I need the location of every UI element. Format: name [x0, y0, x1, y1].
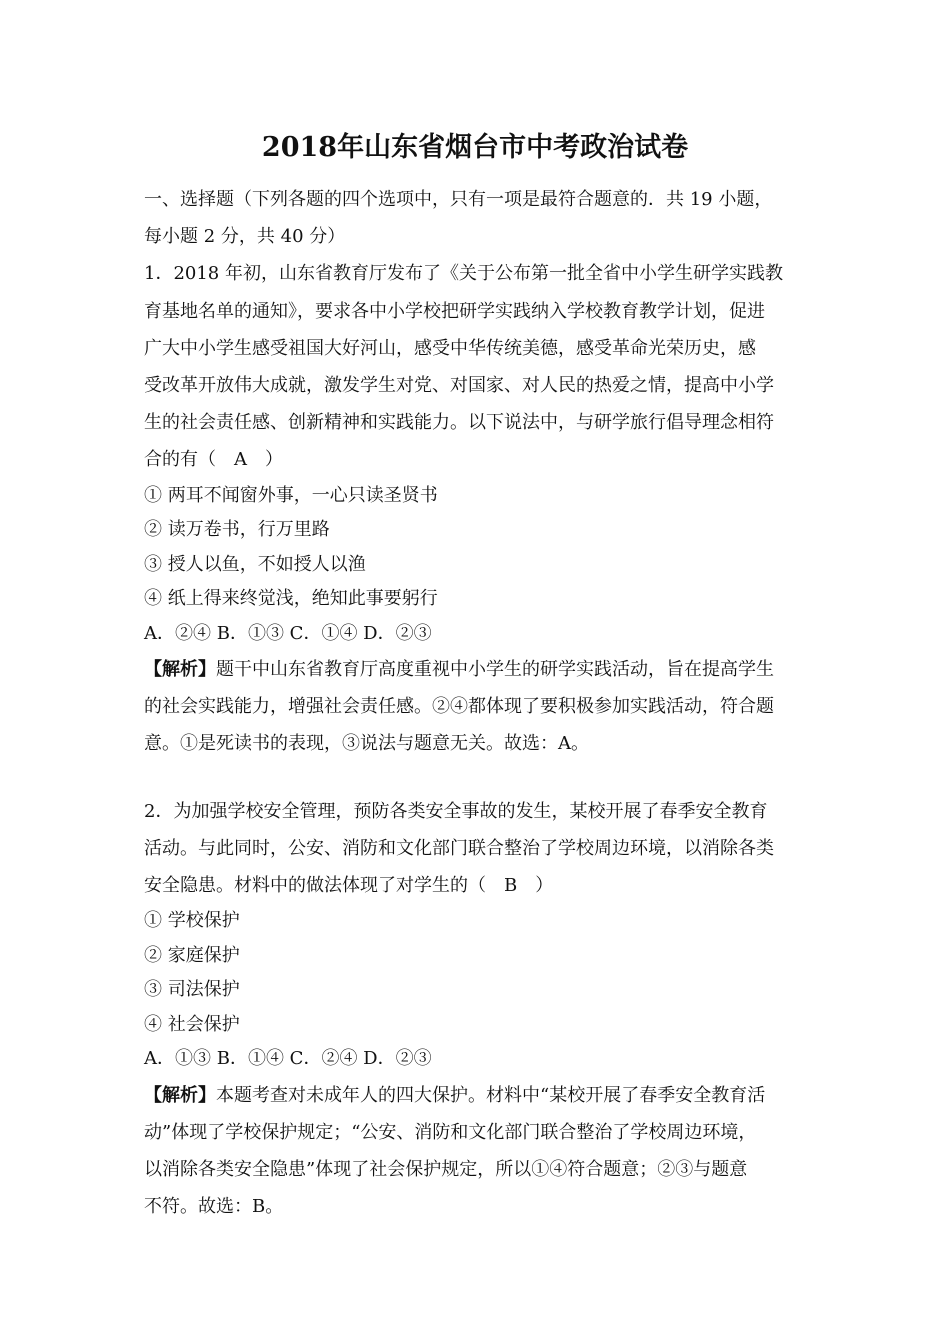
section-header: 一、选择题（下列各题的四个选项中，只有一项是最符合题意的．共 19 小题， — [144, 189, 773, 210]
question-stem-line: 2．为加强学校安全管理，预防各类安全事故的发生，某校开展了春季安全教育 — [144, 800, 768, 822]
analysis-line: 意。①是死读书的表现，③说法与题意无关。故选：A。 — [144, 733, 589, 755]
section-header-cont: 每小题 2 分，共 40 分） — [144, 226, 346, 248]
question-stem-line: 安全隐患。材料中的做法体现了对学生的（ B ） — [144, 874, 554, 896]
statement-item: ③ 司法保护 — [144, 979, 240, 1001]
analysis-tag: 【解析】 — [144, 659, 216, 680]
question-stem-line: 广大中小学生感受祖国大好河山，感受中华传统美德，感受革命光荣历史，感 — [144, 337, 756, 359]
question-stem-line: 生的社会责任感、创新精神和实践能力。以下说法中，与研学旅行倡导理念相符 — [144, 412, 774, 434]
analysis-tag: 【解析】 — [144, 1084, 216, 1106]
statement-item: ③ 授人以鱼，不如授人以渔 — [144, 553, 366, 575]
analysis-text: 题干中山东省教育厅高度重视中小学生的研学实践活动，旨在提高学生 — [216, 659, 774, 680]
statement-item: ② 读万卷书，行万里路 — [144, 519, 330, 540]
analysis-line: 不符。故选：B。 — [144, 1196, 284, 1218]
question-stem-line: 1．2018 年初，山东省教育厅发布了《关于公布第一批全省中小学生研学实践教 — [144, 263, 783, 285]
analysis-line: 的社会实践能力，增强社会责任感。②④都体现了要积极参加实践活动，符合题 — [144, 696, 774, 718]
answer-options: A．①③ B．①④ C．②④ D．②③ — [144, 1048, 432, 1070]
analysis-line: 以消除各类安全隐患”体现了社会保护规定，所以①④符合题意；②③与题意 — [144, 1159, 748, 1180]
blank-line — [144, 763, 814, 793]
question-stem-line: 活动。与此同时，公安、消防和文化部门联合整治了学校周边环境，以消除各类 — [144, 837, 774, 859]
statement-item: ① 两耳不闻窗外事，一心只读圣贤书 — [144, 484, 438, 506]
question-1 — [144, 255, 814, 762]
analysis-line — [144, 651, 814, 688]
question-stem-line: 合的有（ A ） — [144, 449, 283, 471]
analysis-text: 本题考查对未成年人的四大保护。材料中“某校开展了春季安全教育活 — [216, 1084, 766, 1106]
question-stem-line: 育基地名单的通知》，要求各中小学校把研学实践纳入学校教育教学计划，促进 — [144, 300, 765, 322]
question-2 — [144, 793, 814, 1226]
statement-item: ④ 社会保护 — [144, 1013, 240, 1035]
answer-options: A．②④ B．①③ C．①④ D．②③ — [144, 622, 432, 644]
statement-item: ④ 纸上得来终觉浅，绝知此事要躬行 — [144, 588, 438, 609]
statement-item: ② 家庭保护 — [144, 944, 240, 966]
statement-item: ① 学校保护 — [144, 910, 240, 932]
question-stem-line: 受改革开放伟大成就，激发学生对党、对国家、对人民的热爱之情，提高中小学 — [144, 374, 774, 396]
analysis-line — [144, 1077, 814, 1114]
document-body — [144, 181, 814, 1225]
analysis-line: 动”体现了学校保护规定；“公安、消防和文化部门联合整治了学校周边环境， — [144, 1121, 757, 1143]
page-title: 2018年山东省烟台市中考政治试卷 — [261, 132, 689, 163]
